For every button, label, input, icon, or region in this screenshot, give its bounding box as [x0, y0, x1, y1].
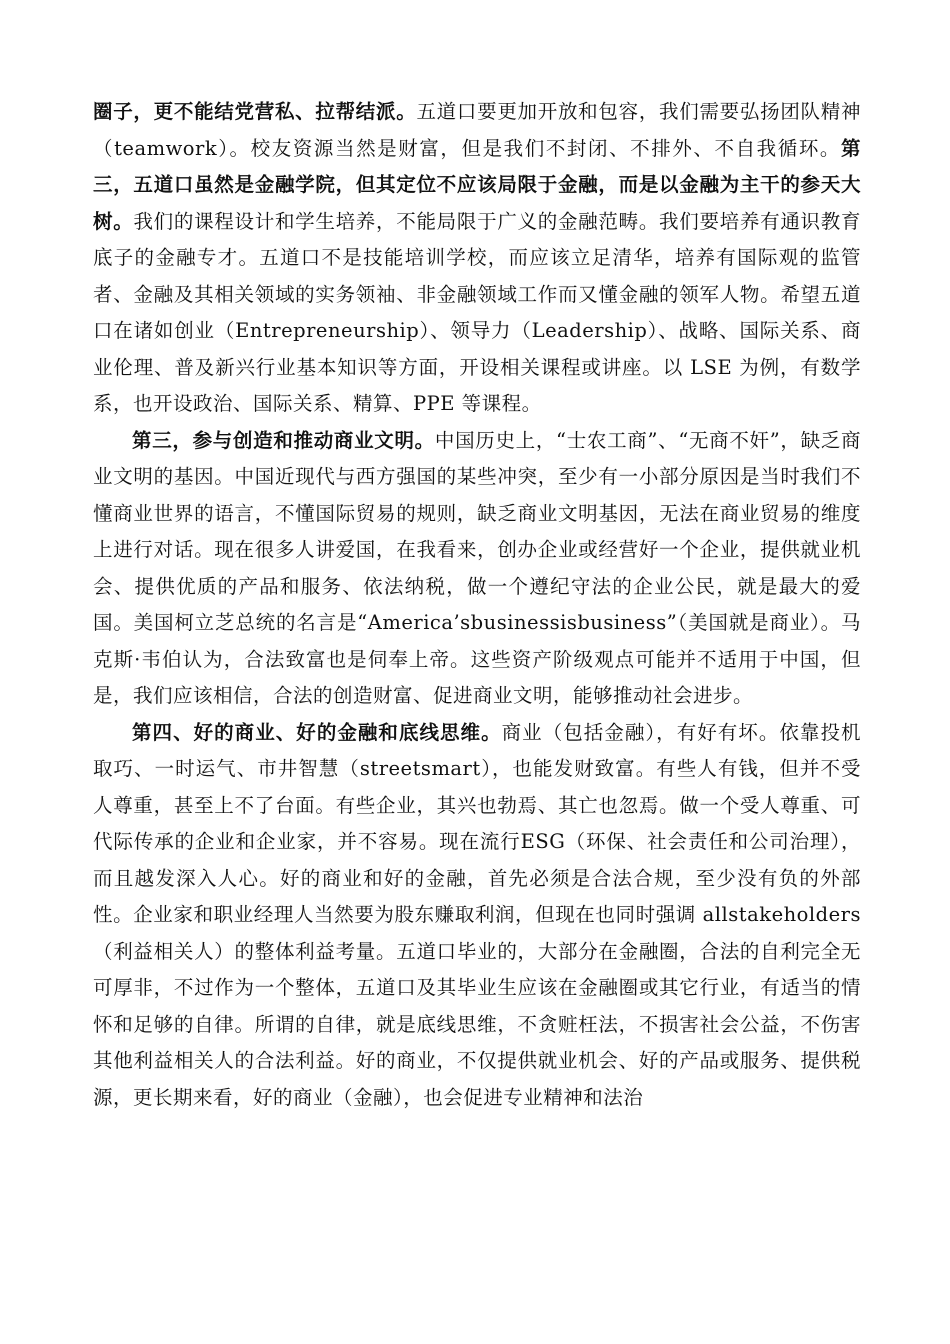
paragraph-3-heading: 第四、好的商业、好的金融和底线思维。 — [132, 720, 502, 744]
paragraph-3 — [93, 715, 861, 1117]
paragraph-3-body: 商业（包括金融），有好有坏。依靠投机取巧、一时运气、市井智慧（streetsmart），也能发财致富。有些人有钱，但并不受人尊重，甚至上不了台面。有些企业，其兴也勃焉、其亡也忽焉。做一个受人尊重、可代际传承的企业和企业家，并不容易。现在流行ESG（环保、社会责任和公司治理），而且越发深入人心。好的商业和好的金融，首先必须是合法合规，至少没有负的外部性。企业家和职业经理人当然要为股东赚取利润，但现在也同时强调 allstakeholders（利益相关人）的整体利益考量。五道口毕业的，大部分在金融圈，合法的自利完全无可厚非，不过作为一个整体，五道口及其毕业生应该在金融圈或其它行业，有适当的情怀和足够的自律。所谓的自律，就是底线思维，不贪赃枉法，不损害社会公益，不伤害其他利益相关人的合法利益。好的商业，不仅提供就业机会、好的产品或服务、提供税源，更长期来看，好的商业（金融），也会促进专业精神和法治 — [93, 720, 861, 1109]
paragraph-2-body: 中国历史上，“士农工商”、“无商不奸”，缺乏商业文明的基因。中国近现代与西方强国的某些冲突，至少有一小部分原因是当时我们不懂商业世界的语言，不懂国际贸易的规则，缺乏商业文明基因，无法在商业贸易的维度上进行对话。现在很多人讲爱国，在我看来，创办企业或经营好一个企业，提供就业机会、提供优质的产品和服务、依法纳税，做一个遵纪守法的企业公民，就是最大的爱国。美国柯立芝总统的名言是“America’sbusinessisbusiness”（美国就是商业）。马克斯·韦伯认为，合法致富也是伺奉上帝。这些资产阶级观点可能并不适用于中国，但是，我们应该相信，合法的创造财富、促进商业文明，能够推动社会进步。 — [93, 428, 861, 707]
paragraph-1-bold-lead: 圈子，更不能结党营私、拉帮结派。 — [93, 100, 417, 123]
paragraph-2 — [93, 423, 861, 715]
paragraph-2-heading: 第三，参与创造和推动商业文明。 — [132, 428, 435, 452]
paragraph-1-body: 五道口要更加开放和包容，我们需要弘扬团队精神（teamwork）。校友资源当然是财富，但是我们不封闭、不排外、不自我循环。 — [93, 100, 861, 160]
paragraph-1-body-cont: 我们的课程设计和学生培养，不能局限于广义的金融范畴。我们要培养有通识教育底子的金融专才。五道口不是技能培训学校，而应该立足清华，培养有国际观的监管者、金融及其相关领域的实务领袖、非金融领域工作而又懂金融的领军人物。希望五道口在诸如创业（Entrepreneurship）、领导力（Leadership）、战略、国际关系、商业伦理、普及新兴行业基本知识等方面，开设相关课程或讲座。以 LSE 为例，有数学系，也开设政治、国际关系、精算、PPE 等课程。 — [93, 209, 861, 415]
paragraph-1-bold-point: 第三，五道口虽然是金融学院，但其定位不应该局限于金融，而是以金融为主干的参天大树。 — [93, 136, 861, 233]
document-page — [93, 94, 861, 1116]
paragraph-1 — [93, 94, 861, 423]
